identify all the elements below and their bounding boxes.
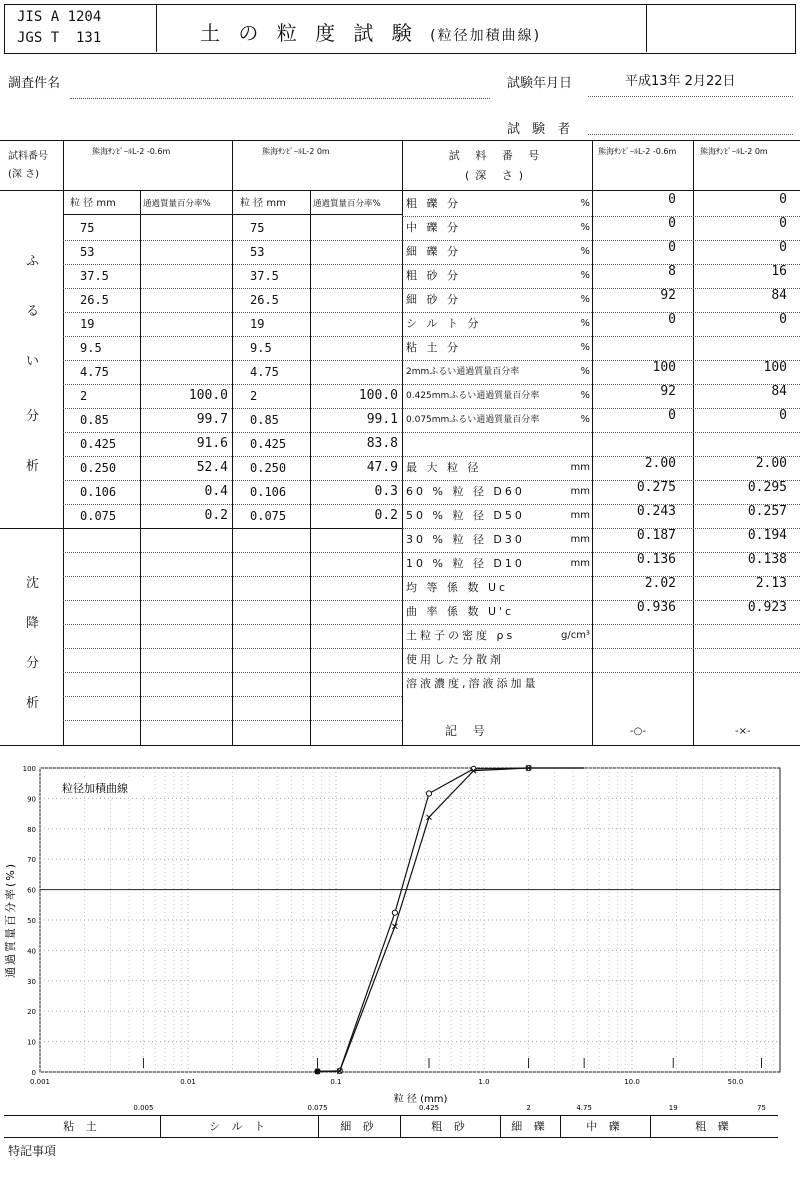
result-value-1: 0 [668,192,676,207]
result-value-2 [697,644,787,668]
y-tick-label: 0 [31,1069,36,1077]
result-unit: mm [570,462,590,473]
sieve-pass-1: 100.0 [188,388,228,403]
vline-3 [232,140,233,745]
result-unit [556,600,590,624]
sieve-section-char: 分 [26,409,40,424]
y-tick-label: 60 [27,886,36,895]
result-value-2: 2.13 [755,576,787,591]
y-tick-label: 50 [27,917,36,925]
result-value-1 [596,428,676,452]
sieve-size-1: 4.75 [80,365,109,379]
col-pass-1: 通過質量百分率% [143,199,211,209]
grading-curve-chart [0,750,800,1112]
sed-row-line [63,576,402,577]
soil-class: 粗 砂 [431,1120,469,1133]
sieve-size-1: 75 [80,221,95,235]
sed-section-char: 沈 [26,576,40,591]
result-value-2: 100 [763,360,787,375]
sieve-pass-1: 91.6 [196,436,228,451]
result-label: 粘 土 分 [406,341,461,354]
sieve-size-2: 0.075 [250,509,287,523]
sieve-tick-label: 0.425 [418,1104,440,1112]
result-label: 均 等 係 数 Uc [406,581,509,594]
y-tick-label: 40 [27,947,36,956]
soil-class-divider [400,1115,401,1137]
sample1-header: 熊海ｻﾝﾋﾟｰﾙL-2 -0.6m [92,147,171,156]
vline-7 [693,140,694,745]
result-unit: % [580,198,590,209]
sieve-size-2: 9.5 [250,341,272,355]
sieve-tick-label: 0.075 [307,1104,328,1112]
sieve-pass-1 [142,240,228,264]
sieve-size-2: 19 [250,317,265,331]
result-value-2 [697,668,787,692]
result-unit: % [580,390,590,401]
sieve-pass-1: 0.4 [204,484,228,499]
test-date-line [588,96,793,97]
sed-section-char: 析 [26,696,40,711]
sieve-section-char: る [26,304,40,319]
sieve-tick-label: 2 [526,1104,531,1112]
soil-class: 細 礫 [511,1120,549,1133]
sieve-pass-2 [312,288,398,312]
result-value-1: 0.275 [636,480,676,495]
results-sample2: 熊海ｻﾝﾋﾟｰﾙL-2 0m [700,147,768,156]
sieve-pass-1: 0.2 [204,508,228,523]
y-tick-label: 20 [27,1008,36,1017]
sieve-tick-label: 75 [757,1104,766,1112]
sieve-size-1: 0.85 [80,413,109,427]
result-value-2 [697,332,787,356]
x-axis-label: 粒 径 (mm) [393,1094,448,1105]
result-label: 中 礫 分 [406,221,461,234]
y-tick-label: 100 [22,765,36,773]
result-unit: % [580,366,590,377]
tester-label: 試 験 者 [507,122,575,137]
sed-row-line [63,624,402,625]
soil-class: 細 砂 [340,1120,378,1133]
sieve-size-1: 0.250 [80,461,117,475]
sieve-size-2: 0.106 [250,485,287,499]
result-value-1 [596,668,676,692]
symbol-label: 記 号 [445,724,491,738]
sieve-sed-divider [0,528,402,529]
result-unit: mm [570,510,590,521]
result-value-2: 0 [779,192,787,207]
sieve-tick-label: 0.005 [133,1104,154,1112]
result-unit: % [580,414,590,425]
y-tick-label: 90 [27,795,36,804]
result-value-1 [596,332,676,356]
class-bar-top [4,1115,778,1116]
result-value-2: 0.194 [747,528,787,543]
sieve-pass-2: 0.3 [374,484,398,499]
sieve-pass-1 [142,360,228,384]
soil-class-divider [318,1115,319,1137]
result-unit [556,648,590,672]
sieve-pass-2 [312,264,398,288]
y-tick-label: 30 [27,977,36,986]
symbol-1: -○- [630,726,646,737]
sieve-size-2: 26.5 [250,293,279,307]
sed-row-line [63,648,402,649]
result-unit [556,432,590,456]
table-bottom [0,745,800,746]
standard-box [5,5,157,52]
result-value-2: 0.923 [747,600,787,615]
sieve-pass-2 [312,336,398,360]
chart-title: 粒径加積曲線 [62,782,128,795]
sieve-pass-2 [312,240,398,264]
result-value-2: 84 [771,288,787,303]
sed-row-line [63,600,402,601]
sed-row-line [63,720,402,721]
x-tick-label: 1.0 [478,1078,490,1086]
result-value-1: 0.243 [636,504,676,519]
result-unit [556,576,590,600]
x-tick-label: 0.001 [29,1078,51,1086]
y-tick-label: 70 [27,856,36,865]
sed-section-char: 降 [26,616,40,631]
sed-row-line [63,552,402,553]
result-value-2: 0.257 [747,504,787,519]
result-value-2: 0.295 [747,480,787,495]
soil-class: 中 礫 [586,1120,624,1133]
result-value-1: 0 [668,240,676,255]
result-unit: % [580,246,590,257]
result-unit: % [580,342,590,353]
y-tick-label: 80 [27,825,36,834]
sieve-tick-label: 19 [668,1104,678,1112]
sieve-pass-1 [142,312,228,336]
sieve-header-line [63,214,402,215]
soil-class-divider [560,1115,561,1137]
result-label: 50 % 粒 径 D50 [406,509,525,522]
sieve-size-1: 19 [80,317,95,331]
result-value-1: 0.136 [636,552,676,567]
soil-class: 粗 礫 [695,1120,733,1133]
vline-4 [310,190,311,745]
x-tick-label: 0.1 [330,1078,342,1086]
sieve-size-1: 0.425 [80,437,117,451]
result-value-2: 0 [779,312,787,327]
result-value-2: 16 [771,264,787,279]
result-label: 30 % 粒 径 D30 [406,533,525,546]
title-main: 土 の 粒 度 試 験 [200,21,418,45]
result-value-2 [697,620,787,644]
result-label: 使用した分散剤 [406,653,504,666]
sieve-section-char: い [26,354,40,369]
sieve-size-1: 37.5 [80,269,109,283]
result-label: 土粒子の密度 ρs [406,629,516,642]
result-unit: % [580,270,590,281]
symbol-2: -×- [735,726,751,737]
sieve-size-1: 53 [80,245,95,259]
data-point-circle [392,910,397,915]
result-label: 粗 砂 分 [406,269,461,282]
vline-2 [140,190,141,745]
sieve-size-1: 0.106 [80,485,117,499]
sieve-size-1: 2 [80,389,88,403]
sieve-size-2: 37.5 [250,269,279,283]
result-value-1: 0 [668,408,676,423]
sieve-pass-2 [312,216,398,240]
sieve-size-1: 0.075 [80,509,117,523]
sieve-size-2: 0.250 [250,461,287,475]
vline-1 [63,140,64,745]
test-date-label: 試験年月日 [507,76,573,91]
sieve-tick-label: 4.75 [576,1104,592,1112]
col-size-1: 粒 径 mm [70,198,116,209]
results-header-line2: (深 さ) [464,169,530,182]
title-sub: (粒径加積曲線) [430,28,542,44]
sieve-pass-2 [312,312,398,336]
sieve-pass-1 [142,288,228,312]
results-header-line1: 試 料 番 号 [448,149,546,162]
survey-name-label: 調査件名 [8,76,61,91]
data-point-circle [426,791,431,796]
sieve-pass-2: 0.2 [374,508,398,523]
x-tick-label: 0.01 [180,1078,196,1086]
result-unit: % [580,318,590,329]
result-value-2: 84 [771,384,787,399]
result-unit: mm [570,558,590,569]
tester-line [588,134,793,135]
sed-row-line [63,696,402,697]
sieve-size-1: 26.5 [80,293,109,307]
soil-class-divider [650,1115,651,1137]
sieve-size-2: 75 [250,221,265,235]
result-value-1 [596,644,676,668]
sed-section-char: 分 [26,656,40,671]
result-value-1: 0.187 [636,528,676,543]
result-value-2: 0 [779,408,787,423]
result-label: 最 大 粒 径 [406,461,482,474]
result-label: 60 % 粒 径 D60 [406,485,525,498]
result-value-1: 8 [668,264,676,279]
result-value-1: 92 [660,288,676,303]
sieve-pass-1 [142,216,228,240]
x-tick-label: 10.0 [624,1078,640,1086]
result-value-1: 92 [660,384,676,399]
vline-5 [402,140,403,745]
soil-class: シ ル ト [209,1120,269,1133]
result-label: 0.075mmふるい通過質量百分率 [406,415,540,425]
table-header-bottom [0,190,800,191]
sieve-section-char: 析 [26,459,40,474]
sieve-pass-1 [142,264,228,288]
sieve-pass-1: 52.4 [196,460,228,475]
remarks-label: 特記事項 [8,1144,57,1158]
result-value-1: 2.00 [644,456,676,471]
result-label: 粗 礫 分 [406,197,461,210]
soil-class-divider [500,1115,501,1137]
result-unit: g/cm³ [561,630,590,641]
result-value-2: 0 [779,240,787,255]
sieve-section-char: ふ [26,254,40,269]
standard-jgs: JGS T 131 [17,30,102,46]
sieve-size-1: 9.5 [80,341,102,355]
header-bar [4,4,796,54]
class-bar-bottom [4,1137,778,1138]
result-label: 0.425mmふるい通過質量百分率 [406,391,540,401]
soil-class-divider [160,1115,161,1137]
results-sample1: 熊海ｻﾝﾋﾟｰﾙL-2 -0.6m [598,147,677,156]
result-value-1: 0 [668,312,676,327]
result-value-1: 100 [652,360,676,375]
result-label: 細 砂 分 [406,293,461,306]
result-value-2: 0.138 [747,552,787,567]
result-unit: % [580,222,590,233]
sieve-size-2: 53 [250,245,265,259]
result-label: 溶液濃度,溶液添加量 [406,677,539,690]
sieve-pass-1: 99.7 [196,412,228,427]
result-label: シ ル ト 分 [406,317,482,330]
y-tick-label: 10 [27,1038,36,1047]
result-label: 2mmふるい通過質量百分率 [406,367,520,377]
result-value-1 [596,620,676,644]
test-date-value: 平成13年 2月22日 [625,74,736,89]
result-unit: mm [570,534,590,545]
y-axis-label: 通過質量百分率(%) [4,861,17,979]
sieve-size-2: 4.75 [250,365,279,379]
result-label: 曲 率 係 数 U'c [406,605,515,618]
survey-name-line [70,98,490,99]
sieve-pass-2: 99.1 [366,412,398,427]
result-value-1: 2.02 [644,576,676,591]
x-tick-label: 50.0 [727,1078,744,1086]
vline-6 [592,140,593,745]
sieve-pass-2 [312,360,398,384]
col-size-2: 粒 径 mm [240,198,286,209]
result-value-2 [697,428,787,452]
result-value-1: 0 [668,216,676,231]
result-value-2: 0 [779,216,787,231]
result-unit: mm [570,486,590,497]
soil-class: 粘 土 [63,1120,101,1133]
sample-no-label [8,148,48,184]
sieve-size-2: 2 [250,389,258,403]
header-divider [646,5,647,52]
table-top [0,140,800,141]
sieve-size-2: 0.85 [250,413,279,427]
sieve-pass-2: 100.0 [358,388,398,403]
results-header [402,146,592,186]
page-title [200,17,541,46]
sample2-header: 熊海ｻﾝﾋﾟｰﾙL-2 0m [262,147,330,156]
result-value-2: 2.00 [755,456,787,471]
sample-no-line2: (深 さ) [8,169,39,180]
sed-row-line [63,672,402,673]
sieve-pass-1 [142,336,228,360]
sample-no-line1: 試料番号 [8,151,48,162]
col-pass-2: 通過質量百分率% [313,199,381,209]
result-unit [556,672,590,696]
result-value-1: 0.936 [636,600,676,615]
sieve-pass-2: 83.8 [366,436,398,451]
result-label: 細 礫 分 [406,245,461,258]
sieve-pass-2: 47.9 [366,460,398,475]
result-label: 10 % 粒 径 D10 [406,557,525,570]
result-unit: % [580,294,590,305]
sieve-size-2: 0.425 [250,437,287,451]
standard-jis: JIS A 1204 [17,9,102,25]
